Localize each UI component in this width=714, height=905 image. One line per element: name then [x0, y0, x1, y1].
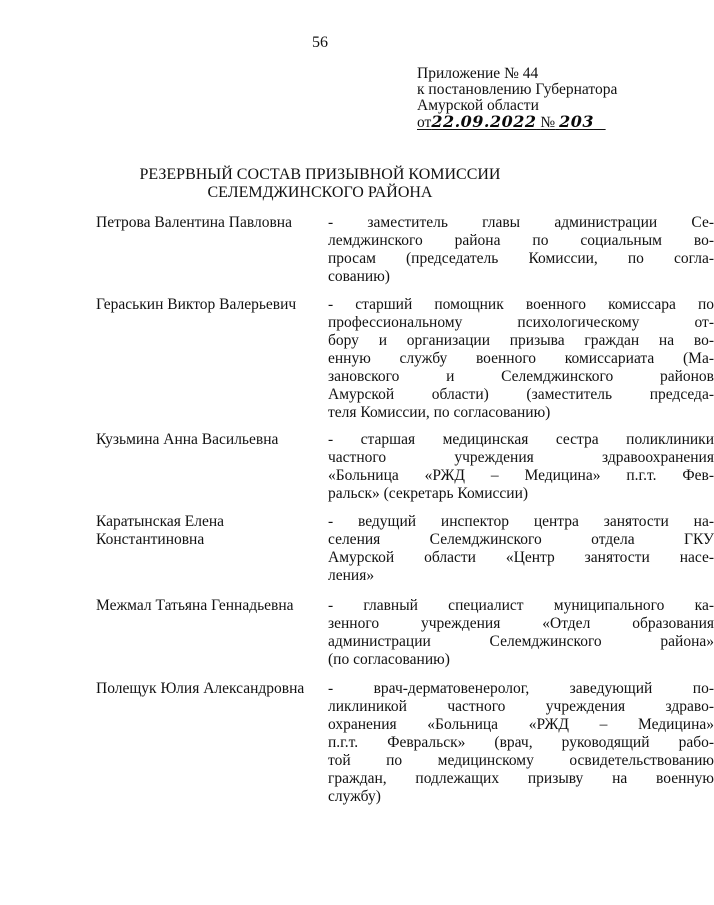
member-role-line: просам (председатель Комиссии, по согла- [328, 250, 714, 267]
member-name [96, 597, 316, 615]
date-prefix: от [417, 114, 432, 131]
member-name-line: Полещук Юлия Александровна [96, 680, 305, 697]
member-role-line: лемджинского района по социальным во- [328, 232, 714, 249]
member-role [328, 680, 714, 806]
member-role-line: Амурской области) (заместитель председа- [328, 386, 714, 403]
member-role-line: ления» [328, 567, 375, 584]
member-name-line: Каратынская Елена [96, 513, 225, 530]
member-name-line: Петрова Валентина Павловна [96, 214, 292, 231]
member-role [328, 296, 714, 422]
member-role-line: п.г.т. Февральск» (врач, руководящий рабо- [328, 734, 714, 751]
member-role-line: теля Комиссии, по согласованию) [328, 404, 551, 421]
member-role-line: «Больница «РЖД – Медицина» п.г.т. Фев- [328, 467, 714, 484]
member-role-line: - главный специалист муниципального ка- [328, 597, 714, 614]
member-role-line: той по медицинскому освидетельствованию [328, 752, 714, 769]
decree-date-number [417, 114, 627, 131]
appendix-line-2: к постановлению Губернатора [417, 81, 618, 98]
title-line-2: СЕЛЕМДЖИНСКОГО РАЙОНА [207, 184, 433, 201]
member-role [328, 513, 714, 585]
member-role-line: граждан, подлежащих призыву на военную [328, 770, 714, 787]
member-name [96, 513, 316, 549]
document-title [0, 166, 640, 202]
member-role-line: администрации Селемджинского района» [328, 633, 714, 650]
member-name [96, 680, 316, 698]
member-role [328, 214, 714, 286]
page-number: 56 [312, 34, 328, 51]
handwritten-date: 22.09.2022 [431, 112, 537, 131]
member-role-line: ральск» (секретарь Комиссии) [328, 485, 529, 502]
member-name-line: Межмал Татьяна Геннадьевна [96, 597, 294, 614]
member-name [96, 431, 316, 449]
member-role-line: (по согласованию) [328, 651, 450, 668]
member-role-line: - старшая медицинская сестра поликлиники [328, 431, 714, 448]
member-role-line: - врач-дерматовенеролог, заведующий по- [328, 680, 714, 697]
member-role-line: енную службу военного комиссариата (Ма- [328, 350, 714, 367]
member-role-line: селения Селемджинского отдела ГКУ [328, 531, 714, 548]
member-role-line: ликлиникой частного учреждения здраво- [328, 698, 714, 715]
member-role-line: бору и организации призыва граждан на во- [328, 332, 714, 349]
member-role-line: - заместитель главы администрации Се- [328, 214, 714, 231]
member-role-line: зенного учреждения «Отдел образования [328, 615, 714, 632]
member-role-line: - старший помощник военного комиссара по [328, 296, 714, 313]
appendix-line-3: Амурской области [417, 97, 539, 114]
member-role-line: зановского и Селемджинского районов [328, 368, 714, 385]
member-role-line: - ведущий инспектор центра занятости на- [328, 513, 714, 530]
number-prefix: № [540, 114, 556, 131]
appendix-header [417, 66, 627, 131]
member-role-line: частного учреждения здравоохранения [328, 449, 714, 466]
member-role-line: Амурской области «Центр занятости насе- [328, 549, 714, 566]
member-role-line: профессиональному психологическому от- [328, 314, 714, 331]
handwritten-number: 203 [559, 112, 594, 131]
member-name-line: Гераськин Виктор Валерьевич [96, 296, 297, 313]
member-role [328, 597, 714, 669]
member-name [96, 214, 316, 232]
member-role [328, 431, 714, 503]
member-name-line: Константиновна [96, 531, 205, 548]
member-name-line: Кузьмина Анна Васильевна [96, 431, 279, 448]
member-role-line: сованию) [328, 268, 390, 285]
member-role-line: охранения «Больница «РЖД – Медицина» [328, 716, 714, 733]
member-name [96, 296, 316, 314]
member-role-line: службу) [328, 788, 381, 805]
appendix-line-1: Приложение № 44 [417, 65, 539, 82]
title-line-1: РЕЗЕРВНЫЙ СОСТАВ ПРИЗЫВНОЙ КОМИССИИ [139, 166, 501, 183]
